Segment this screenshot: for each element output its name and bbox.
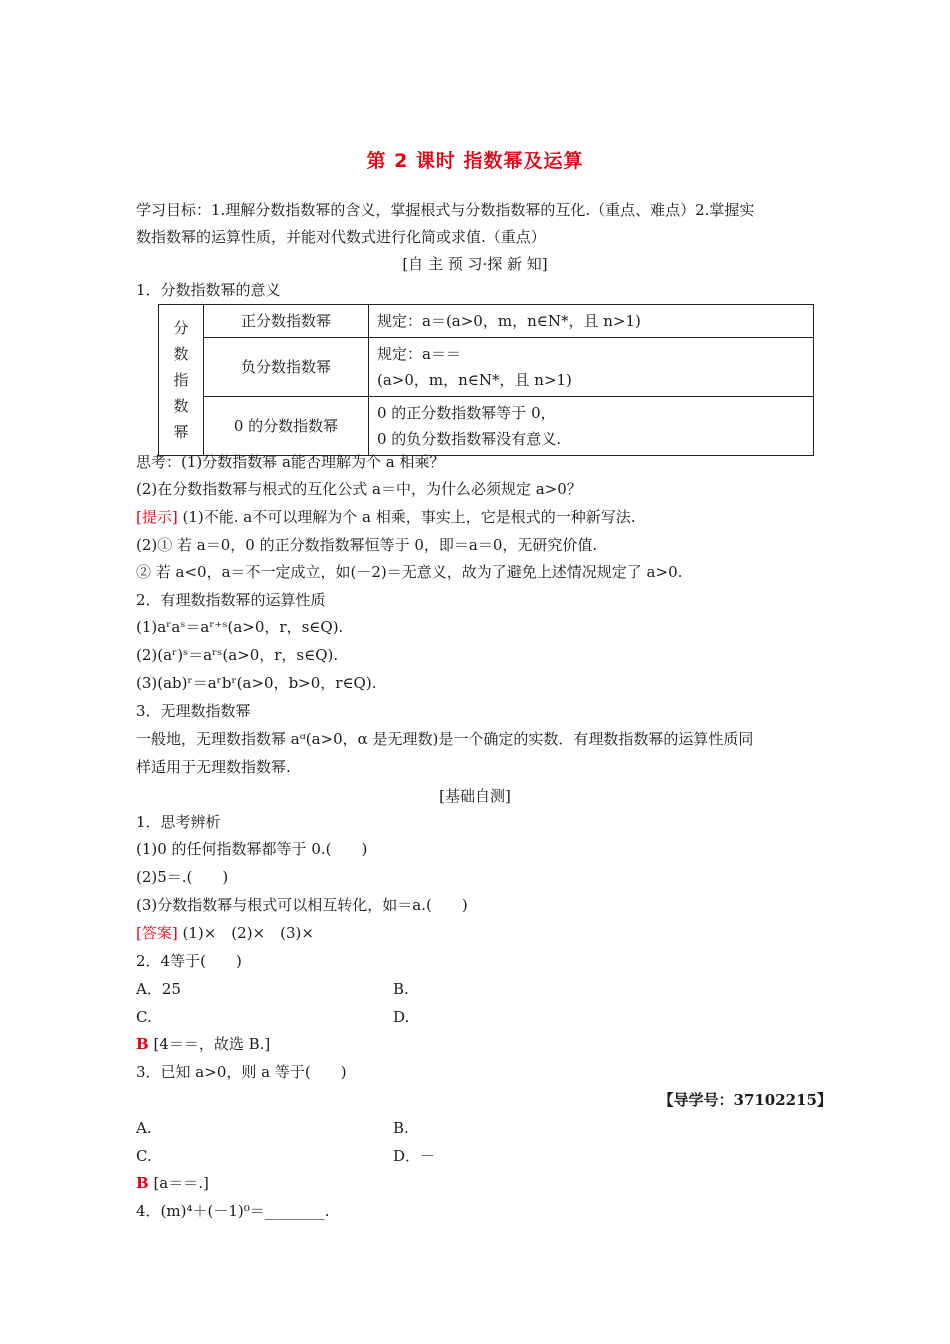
- fractional-exponent-table: [158, 304, 814, 456]
- exercise-3-question: 3．已知 a>0，则 a 等于( ): [136, 1063, 347, 1081]
- exercise-3-option-b: B.: [393, 1119, 409, 1137]
- table-row-rule: 0 的正分数指数幂等于 0， 0 的负分数指数幂没有意义.: [369, 397, 814, 456]
- irrational-text-2: 样适用于无理数指数幂.: [136, 758, 291, 776]
- exercise-1-item-1: (1)0 的任何指数幂都等于 0.( ): [136, 840, 368, 858]
- exercise-3-option-a: A.: [136, 1119, 152, 1137]
- exercise-2-question: 2．4等于( ): [136, 952, 242, 970]
- exercise-1-item-2: (2)5＝.( ): [136, 868, 229, 886]
- exercise-1-item-3: (3)分数指数幂与根式可以相互转化，如＝a.( ): [136, 896, 468, 914]
- property-3: (3)(ab)ʳ＝aʳbʳ(a>0，b>0，r∈Q).: [136, 674, 377, 692]
- property-2: (2)(aʳ)ˢ＝aʳˢ(a>0，r，s∈Q).: [136, 646, 339, 664]
- think-question-2: (2)在分数指数幂与根式的互化公式 a＝中，为什么必须规定 a>0？: [136, 480, 582, 498]
- exercise-4-question: 4．(m)⁴＋(－1)⁰＝________.: [136, 1202, 330, 1220]
- answer-letter: B: [136, 1035, 149, 1053]
- page-title: 第 2 课时 指数幂及运算: [366, 150, 584, 172]
- exercise-2-option-c: C.: [136, 1008, 152, 1026]
- exercise-3-option-c: C.: [136, 1147, 152, 1165]
- think-question-1: 思考：(1)分数指数幂 a能否理解为个 a 相乘？: [136, 453, 445, 471]
- heading-rational-exponent: 2．有理数指数幂的运算性质: [136, 591, 326, 609]
- irrational-text-1: 一般地，无理数指数幂 aᵅ(a>0，α 是无理数)是一个确定的实数．有理数指数幂的运算性质同: [136, 730, 754, 748]
- exercise-1-heading: 1．思考辨析: [136, 813, 221, 831]
- table-row-label: 正分数指数幂: [204, 305, 369, 338]
- table-row-rule: 规定：a＝(a>0，m，n∈N*，且 n>1): [369, 305, 814, 338]
- exercise-1-answer: [答案] (1)× (2)× (3)×: [136, 924, 314, 942]
- objectives-line-1: 学习目标：1.理解分数指数幂的含义，掌握根式与分数指数幂的互化.（重点、难点）2.掌握实: [136, 201, 755, 219]
- heading-irrational-exponent: 3．无理数指数幂: [136, 702, 251, 720]
- guide-number: 【导学号：37102215】: [658, 1091, 832, 1109]
- exercise-2-option-d: D.: [393, 1008, 410, 1026]
- table-row-label: 负分数指数幂: [204, 338, 369, 397]
- exercise-2-answer: B [4＝＝，故选 B.]: [136, 1035, 271, 1053]
- answer-letter: B: [136, 1174, 149, 1192]
- exercise-3-answer: B [a＝＝.]: [136, 1174, 209, 1192]
- exercise-3-option-d: D．－: [393, 1147, 436, 1165]
- section-basic-heading: [基础自测]: [439, 787, 511, 805]
- hint-tag: [提示]: [136, 508, 178, 526]
- hint-line-1: [提示] (1)不能. a不可以理解为个 a 相乘，事实上，它是根式的一种新写法.: [136, 508, 636, 526]
- section-preview-heading: [自 主 预 习·探 新 知]: [402, 255, 548, 273]
- table-group-label: 分 数 指 数 幂: [159, 305, 204, 456]
- exercise-2-option-b: B.: [393, 980, 409, 998]
- answer-tag: [答案]: [136, 924, 178, 942]
- hint-line-3: ② 若 a<0，a＝不一定成立，如(－2)＝无意义，故为了避免上述情况规定了 a>0.: [136, 563, 683, 581]
- exercise-2-option-a: A．25: [136, 980, 181, 998]
- hint-line-2: (2)① 若 a＝0，0 的正分数指数幂恒等于 0，即＝a＝0，无研究价值.: [136, 536, 598, 554]
- property-1: (1)aʳaˢ＝aʳ⁺ˢ(a>0，r，s∈Q).: [136, 618, 344, 636]
- heading-fractional-exponent: 1．分数指数幂的意义: [136, 281, 281, 299]
- objectives-line-2: 数指数幂的运算性质，并能对代数式进行化简或求值.（重点）: [136, 228, 546, 246]
- table-row-rule: 规定：a＝＝ (a>0，m，n∈N*，且 n>1): [369, 338, 814, 397]
- table-row-label: 0 的分数指数幂: [204, 397, 369, 456]
